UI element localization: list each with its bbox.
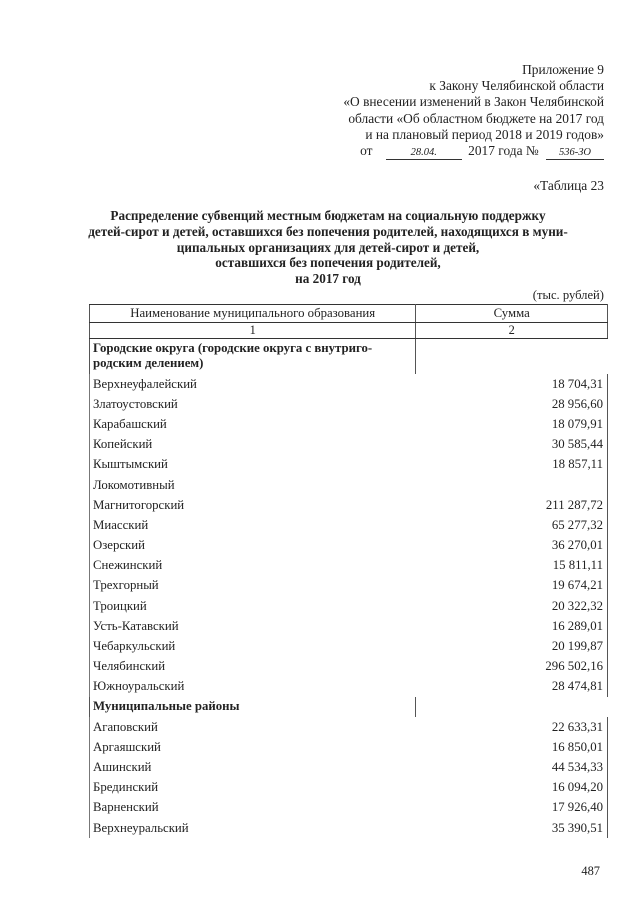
subsidy-amount: 19 674,21 [416, 576, 608, 596]
table-row [90, 657, 608, 677]
subsidy-amount: 36 270,01 [416, 536, 608, 556]
subsidy-amount: 17 926,40 [416, 798, 608, 818]
municipality-name: Карабашский [90, 414, 416, 434]
subsidy-amount: 28 956,60 [416, 394, 608, 414]
appendix-line-4: области «Об областном бюджете на 2017 год [348, 110, 604, 126]
subsidy-amount: 22 633,31 [416, 717, 608, 737]
table-row [90, 778, 608, 798]
units-label: (тыс. рублей) [532, 288, 604, 302]
title-line-4: оставшихся без попечения родителей, [215, 255, 441, 271]
table-row [90, 717, 608, 737]
municipality-name: Челябинский [90, 657, 416, 677]
appendix-line-3: «О внесении изменений в Закон Челябинской [343, 94, 604, 110]
table-tag: «Таблица 23 [533, 178, 604, 193]
municipality-name: Магнитогорский [90, 495, 416, 515]
group-name-districts: Муниципальные районы [90, 697, 416, 717]
table-row [90, 757, 608, 777]
table-row [90, 455, 608, 475]
municipality-name: Брединский [90, 778, 416, 798]
municipality-name: Кыштымский [90, 455, 416, 475]
table-row [90, 798, 608, 818]
subsidy-amount: 65 277,32 [416, 515, 608, 535]
table-row [90, 818, 608, 838]
municipality-name: Верхнеуральский [90, 818, 416, 838]
subsidy-amount: 16 850,01 [416, 737, 608, 757]
table-row [90, 556, 608, 576]
document-title [78, 208, 578, 287]
municipality-name: Трехгорный [90, 576, 416, 596]
municipality-name: Агаповский [90, 717, 416, 737]
municipality-name: Миасский [90, 515, 416, 535]
title-line-5: на 2017 год [295, 271, 361, 287]
table-row [90, 616, 608, 636]
subsidy-amount [416, 475, 608, 495]
table-row [90, 596, 608, 616]
table-row [90, 414, 608, 434]
table-row [90, 636, 608, 656]
municipality-name: Южноуральский [90, 677, 416, 697]
table-header-row [90, 305, 608, 323]
group-row-districts [90, 697, 608, 717]
law-number-field: 536-ЗО [546, 146, 604, 160]
municipality-name: Ашинский [90, 757, 416, 777]
subsidy-amount: 16 289,01 [416, 616, 608, 636]
table-row [90, 536, 608, 556]
title-line-2: детей-сирот и детей, оставшихся без попечения родителей, находящихся в муни- [88, 223, 568, 239]
municipality-name: Златоустовский [90, 394, 416, 414]
municipality-name: Копейский [90, 435, 416, 455]
subsidy-amount: 35 390,51 [416, 818, 608, 838]
column-index-1: 1 [90, 323, 416, 339]
title-line-1: Распределение субвенций местным бюджетам на социальную поддержку [110, 208, 546, 223]
subsidy-amount: 16 094,20 [416, 778, 608, 798]
municipality-name: Варненский [90, 798, 416, 818]
subsidy-amount: 18 079,91 [416, 414, 608, 434]
table-row [90, 515, 608, 535]
appendix-line-1: Приложение 9 [522, 62, 604, 77]
appendix-line-2: к Закону Челябинской области [429, 78, 604, 94]
municipality-name: Аргаяшский [90, 737, 416, 757]
subsidy-table [89, 304, 608, 838]
municipality-name: Чебаркульский [90, 636, 416, 656]
table-row [90, 475, 608, 495]
table-row [90, 576, 608, 596]
subsidy-amount: 296 502,16 [416, 657, 608, 677]
municipality-name: Снежинский [90, 556, 416, 576]
table-row [90, 677, 608, 697]
year-label: 2017 года № [468, 143, 539, 159]
subsidy-amount: 18 857,11 [416, 455, 608, 475]
subsidy-amount: 18 704,31 [416, 374, 608, 394]
group-urban-line-1: Городские округа (городские округа с внутриго- [93, 341, 373, 355]
title-line-3: ципальных организациях для детей-сирот и детей, [176, 239, 480, 255]
municipality-name: Верхнеуфалейский [90, 374, 416, 394]
subsidy-amount: 28 474,81 [416, 677, 608, 697]
appendix-header [244, 62, 604, 160]
column-header-sum: Сумма [416, 305, 608, 323]
column-index-row [90, 323, 608, 339]
date-field: 28.04. [386, 146, 462, 160]
table-row [90, 394, 608, 414]
group-row-urban [90, 339, 608, 375]
appendix-date-line [244, 143, 604, 160]
table-row [90, 435, 608, 455]
page-number: 487 [581, 864, 600, 878]
municipality-name: Троицкий [90, 596, 416, 616]
appendix-line-5: и на плановый период 2018 и 2019 годов» [365, 126, 604, 142]
table-body [90, 339, 608, 839]
group-name-urban [90, 339, 416, 375]
subsidy-amount: 211 287,72 [416, 495, 608, 515]
municipality-name: Озерский [90, 536, 416, 556]
subsidy-amount: 20 199,87 [416, 636, 608, 656]
subsidy-amount: 15 811,11 [416, 556, 608, 576]
group-urban-line-2: родским делением) [93, 356, 204, 370]
subsidy-amount: 44 534,33 [416, 757, 608, 777]
from-label: от [360, 143, 373, 159]
column-index-2: 2 [416, 323, 608, 339]
municipality-name: Локомотивный [90, 475, 416, 495]
table-row [90, 737, 608, 757]
subsidy-amount: 20 322,32 [416, 596, 608, 616]
table-row [90, 374, 608, 394]
municipality-name: Усть-Катавский [90, 616, 416, 636]
table-row [90, 495, 608, 515]
subsidy-amount: 30 585,44 [416, 435, 608, 455]
column-header-name: Наименование муниципального образования [90, 305, 416, 323]
